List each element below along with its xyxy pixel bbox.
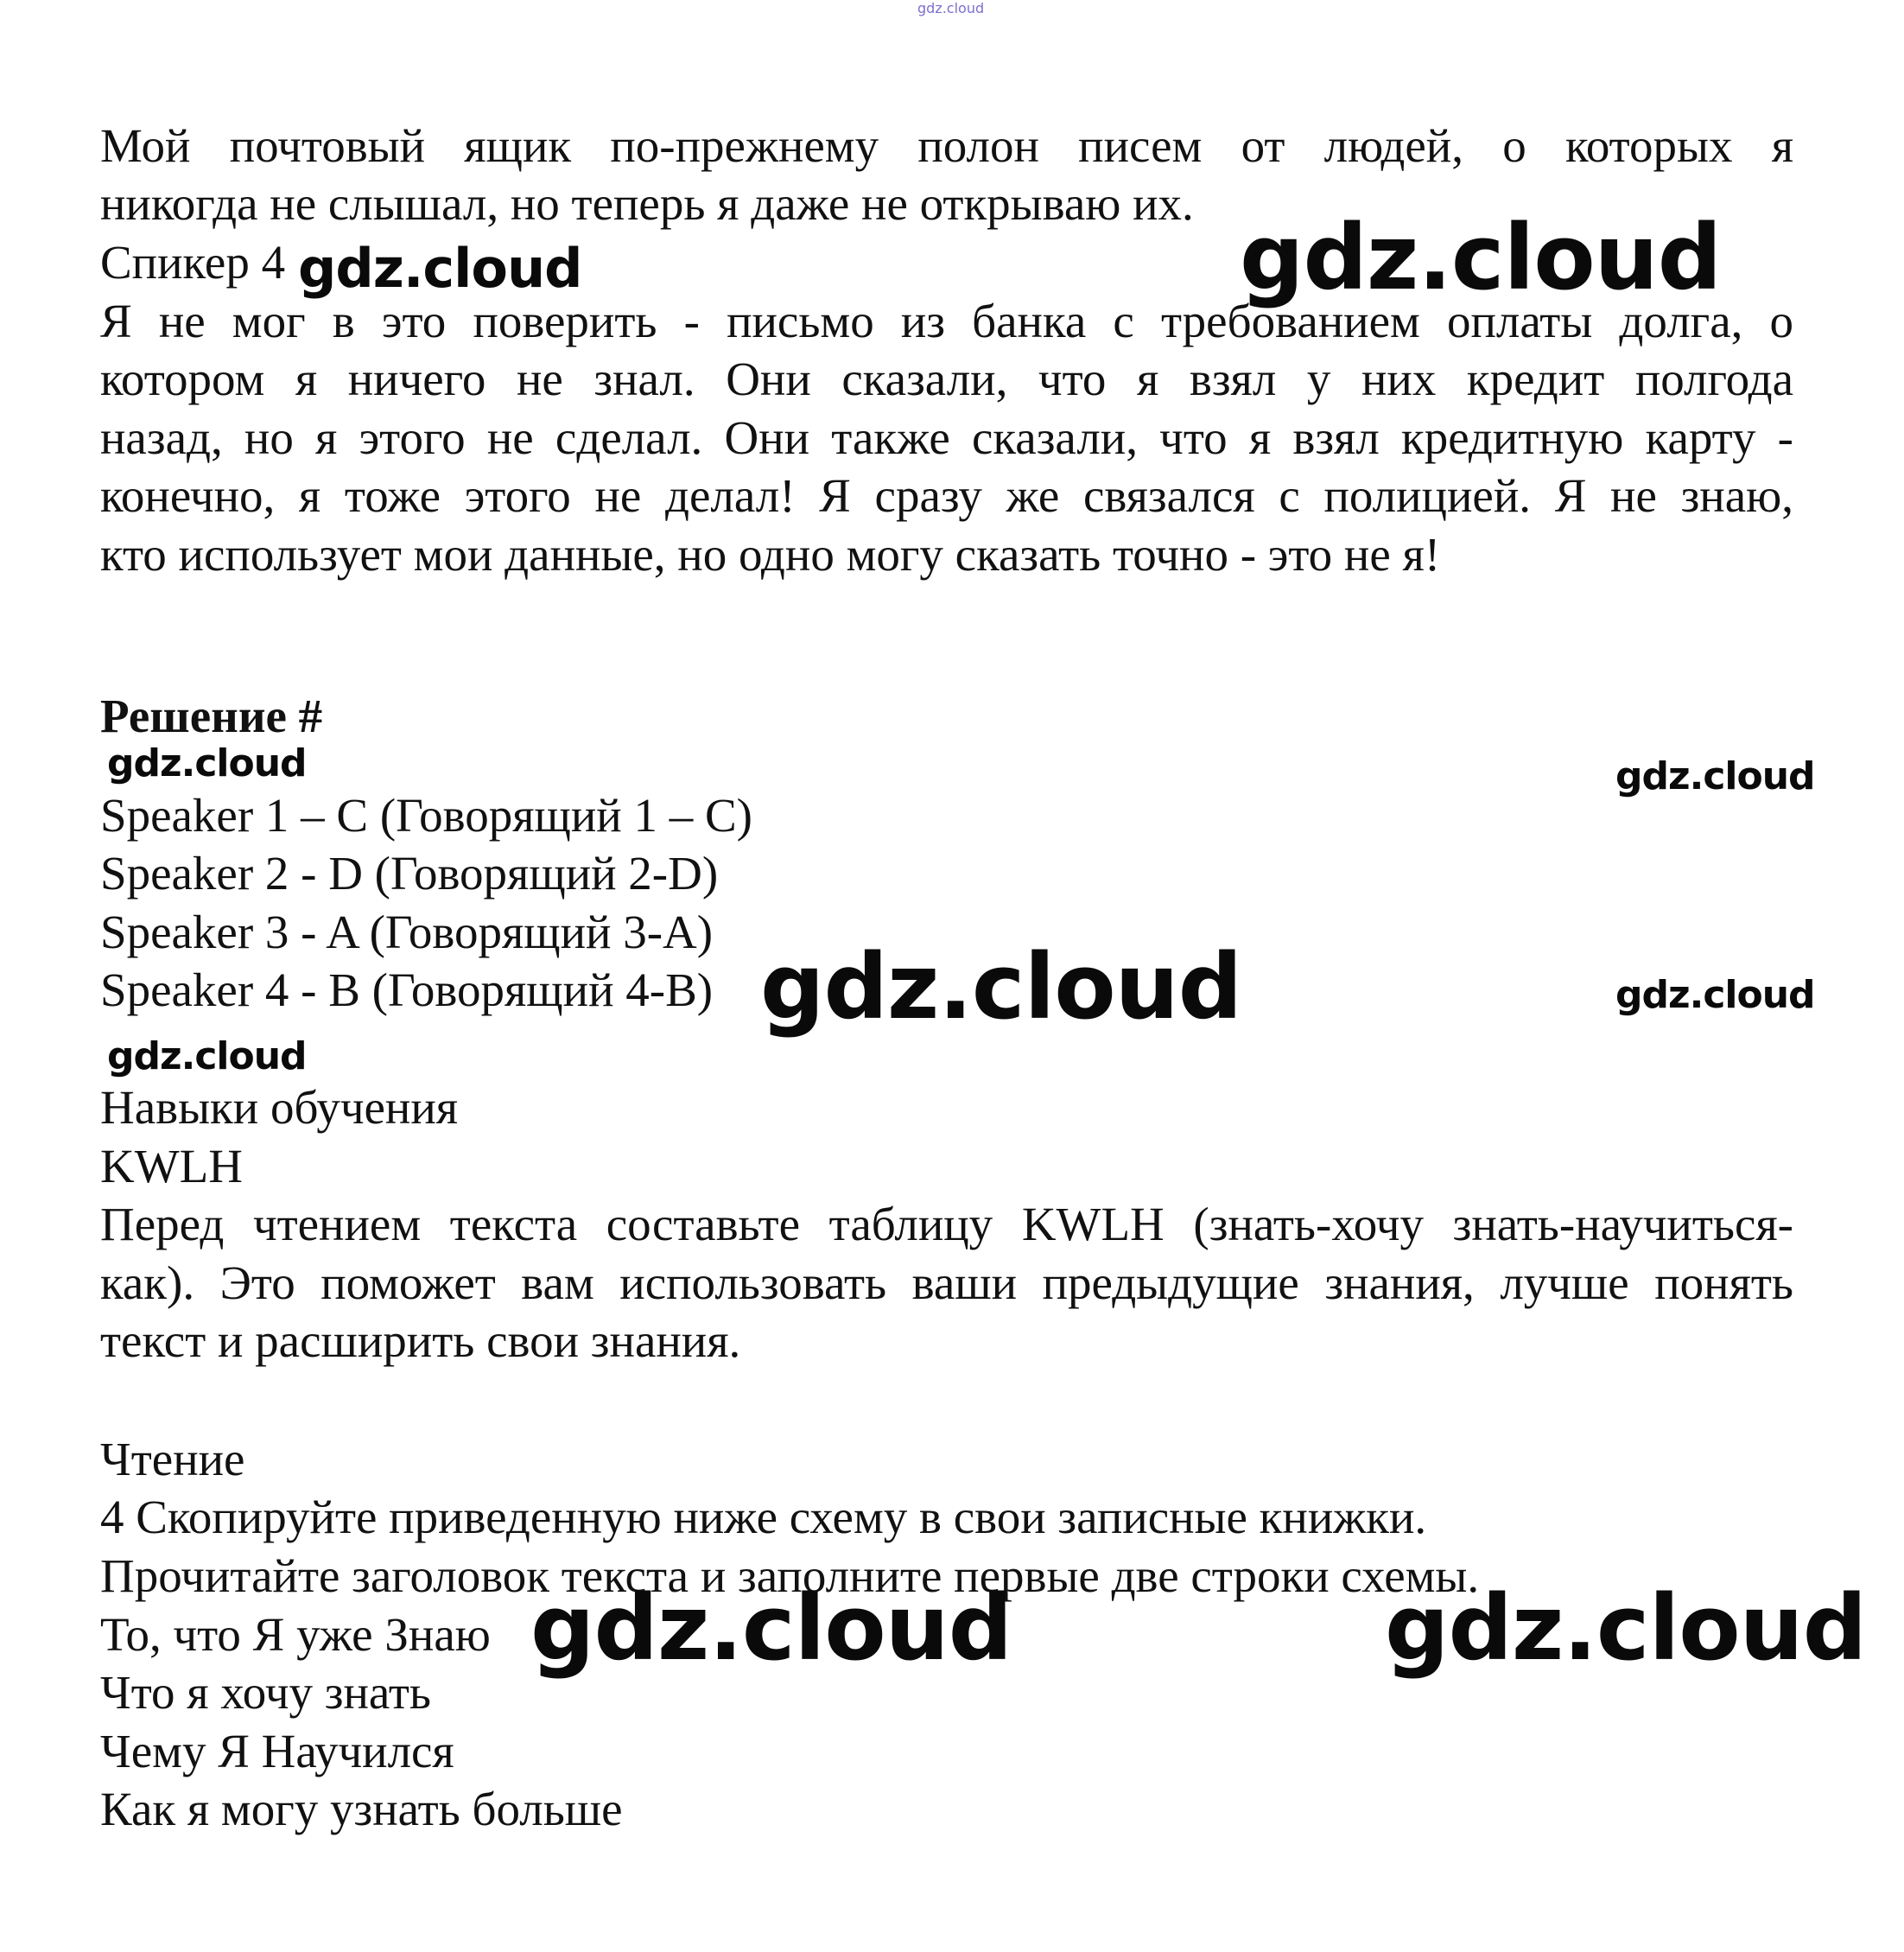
task-4: 4 Скопируйте приведенную ниже схему в свои записные книжки. <box>100 1491 1427 1543</box>
mailbox-paragraph-line-2: никогда не слышал, но теперь я даже не открываю их. <box>100 177 1194 230</box>
watermark-small-4: gdz.cloud <box>107 1034 307 1078</box>
kwlh-paragraph-line-2: как). Это поможет вам использовать ваши предыдущие знания, лучше понять <box>100 1256 1793 1309</box>
kwlh-paragraph-line-3: текст и расширить свои знания. <box>100 1314 741 1367</box>
watermark-large-1: gdz.cloud <box>1240 205 1722 310</box>
mailbox-paragraph-line-1: Мой почтовый ящик по-прежнему полон писем от людей, о которых я <box>100 119 1793 172</box>
answer-speaker-2: Speaker 2 - D (Говорящий 2-D) <box>100 847 719 900</box>
watermark-small-2: gdz.cloud <box>1615 754 1815 798</box>
speaker4-paragraph-line-5: кто использует мои данные, но одно могу сказать точно - это не я! <box>100 528 1441 581</box>
answer-speaker-1: Speaker 1 – C (Говорящий 1 – C) <box>100 789 752 842</box>
kwlh-row-know: То, что Я уже Знаю <box>100 1608 491 1661</box>
kwlh-row-want: Что я хочу знать <box>100 1666 432 1719</box>
speaker4-paragraph-line-3: назад, но я этого не сделал. Они также сказали, что я взял кредитную карту - <box>100 411 1793 464</box>
skills-heading: Навыки обучения <box>100 1081 459 1134</box>
watermark-large-4: gdz.cloud <box>1385 1575 1867 1681</box>
answer-speaker-4: Speaker 4 - B (Говорящий 4-B) <box>100 963 714 1016</box>
speaker4-paragraph-line-1: Я не мог в это поверить - письмо из банка с требованием оплаты долга, о <box>100 295 1793 347</box>
top-watermark: gdz.cloud <box>917 0 985 16</box>
kwlh-label: KWLH <box>100 1140 243 1192</box>
watermark-medium-1: gdz.cloud <box>298 237 582 300</box>
speaker-4-label: Спикер 4 <box>100 236 286 289</box>
watermark-small-1: gdz.cloud <box>107 741 307 785</box>
speaker4-paragraph-line-4: конечно, я тоже этого не делал! Я сразу же связался с полицией. Я не знаю, <box>100 469 1793 522</box>
task-4-instruction: Прочитайте заголовок текста и заполните первые две строки схемы. <box>100 1549 1480 1602</box>
watermark-small-3: gdz.cloud <box>1615 973 1815 1017</box>
solution-heading: Решение # <box>100 690 323 742</box>
reading-heading: Чтение <box>100 1433 245 1485</box>
kwlh-paragraph-line-1: Перед чтением текста составьте таблицу KWLH (знать-хочу знать-научиться- <box>100 1198 1793 1250</box>
speaker4-paragraph-line-2: котором я ничего не знал. Они сказали, что я взял у них кредит полгода <box>100 353 1793 405</box>
answer-speaker-3: Speaker 3 - A (Говорящий 3-A) <box>100 906 714 958</box>
watermark-large-2: gdz.cloud <box>760 934 1242 1040</box>
watermark-large-3: gdz.cloud <box>530 1575 1012 1681</box>
kwlh-row-learned: Чему Я Научился <box>100 1725 454 1777</box>
kwlh-row-how: Как я могу узнать больше <box>100 1783 623 1835</box>
